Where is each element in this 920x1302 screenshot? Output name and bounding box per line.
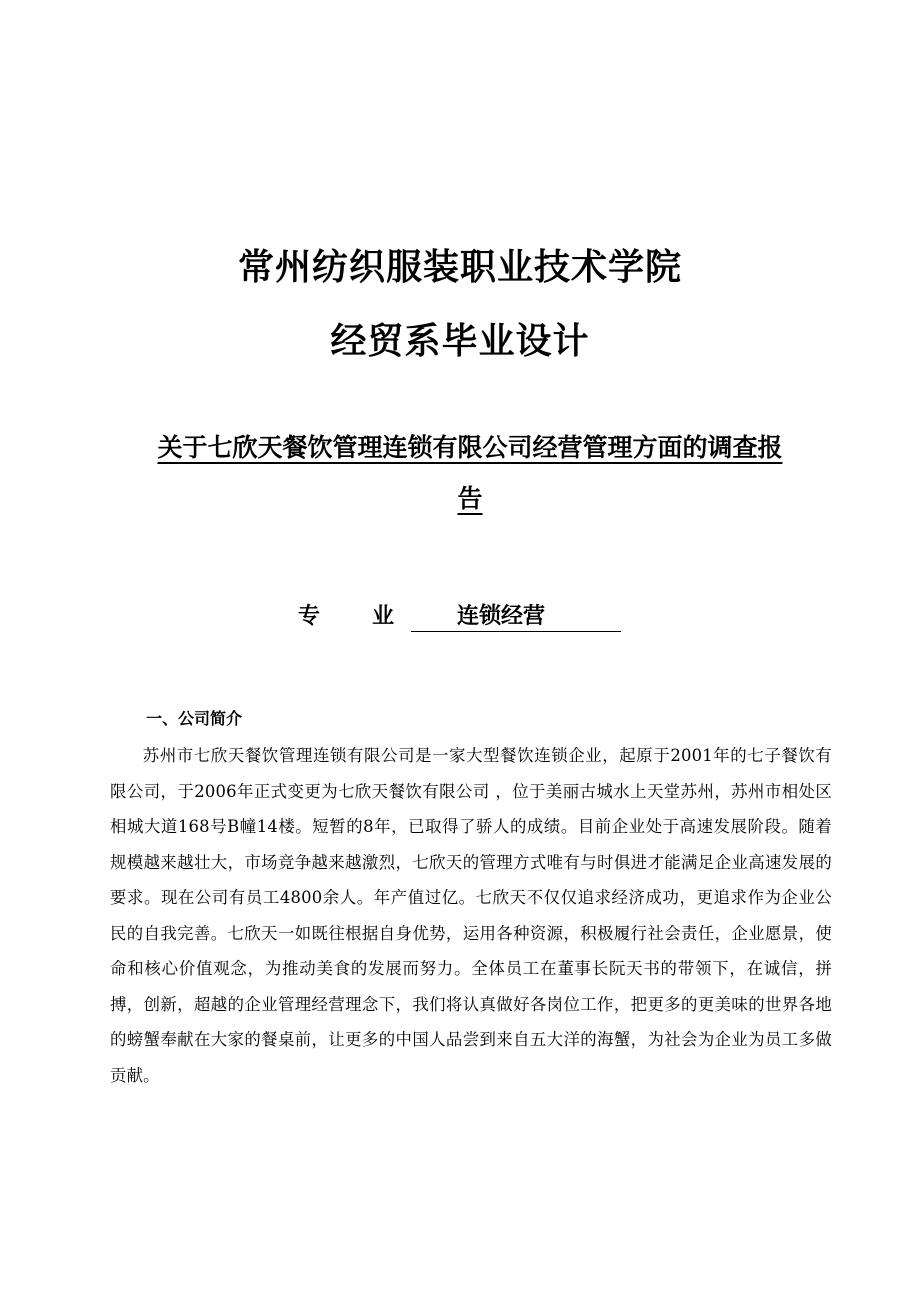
major-label-char-1: 专	[298, 604, 321, 629]
major-value-line	[411, 598, 621, 632]
section-heading: 一、公司简介	[146, 709, 243, 728]
major-value: 连锁经营	[457, 604, 546, 629]
report-title-line-2: 告	[457, 484, 483, 513]
major-label-char-2: 业	[372, 604, 395, 629]
company-intro-paragraph: 苏州市七欣天餐饮管理连锁有限公司是一家大型餐饮连锁企业，起原于2001年的七子餐饮有限公司，于2006年正式变更为七欣天餐饮有限公司 ，位于美丽古城水上天堂苏州，苏州市相处区相城大道168号B幢14楼。短暂的8年，已取得了骄人的成绩。目前企业处于高速发展阶段。随着规模越来越壮大，市场竞争越来越激烈，七欣天的管理方式唯有与时俱进才能满足企业高速发展的要求。现在公司有员工4800余人。年产值过亿。七欣天不仅仅追求经济成功，更追求作为企业公民的自我完善。七欣天一如既往根据自身优势，运用各种资源，积极履行社会责任，企业愿景，使命和核心价值观念，为推动美食的发展而努力。全体员工在董事长阮天书的带领下，在诚信，拼搏，创新，超越的企业管理经营理念下，我们将认真做好各岗位工作，把更多的更美味的世界各地的螃蟹奉献在大家的餐桌前，让更多的中国人品尝到来自五大洋的海蟹，为社会为企业为员工多做贡献。	[110, 746, 832, 1085]
school-title: 常州纺织服装职业技术学院	[237, 247, 682, 288]
report-title-line-1: 关于七欣天餐饮管理连锁有限公司经营管理方面的调查报	[157, 433, 783, 462]
design-title: 经贸系毕业设计	[330, 321, 590, 362]
major-field	[0, 598, 920, 638]
